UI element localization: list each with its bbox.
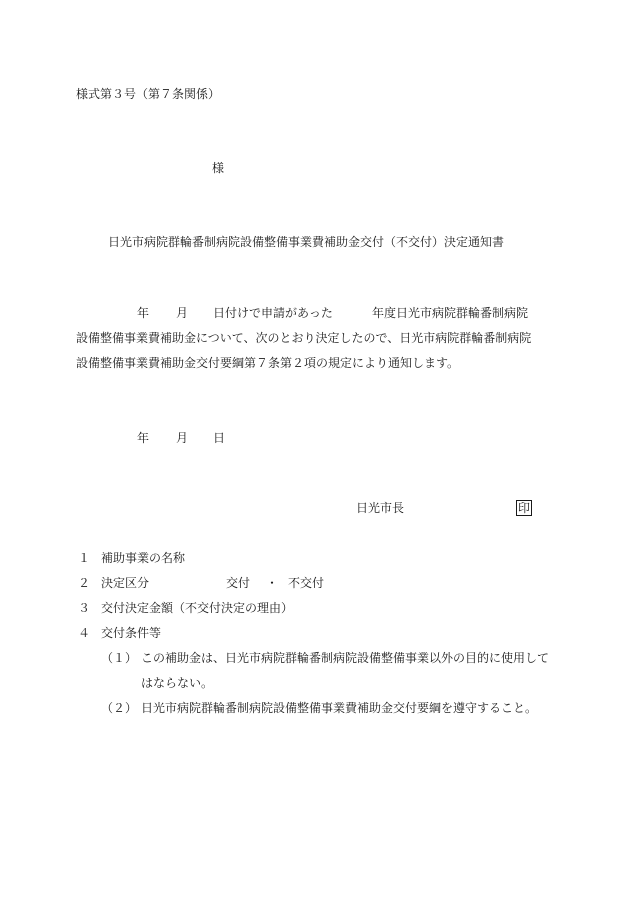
condition-1-line-2: はならない。 — [141, 676, 214, 690]
option-nongrant: 不交付 — [288, 576, 325, 590]
item-number: １ — [78, 551, 91, 565]
item-label-amount: 交付決定金額（不交付決定の理由） — [101, 601, 294, 615]
condition-2-text: 日光市病院群輪番制病院設備整備事業費補助金交付要綱を遵守すること。 — [141, 701, 538, 715]
seal-mark: 印 — [518, 501, 531, 515]
body-day-applied: 日付けで申請があった — [213, 306, 333, 320]
condition-1-line-1: この補助金は、日光市病院群輪番制病院設備整備事業以外の目的に使用して — [141, 651, 550, 665]
item-label-conditions: 交付条件等 — [101, 626, 162, 640]
date-day: 日 — [213, 431, 226, 445]
item-number: ３ — [78, 601, 91, 615]
condition-number: （１） — [101, 651, 138, 665]
date-month: 月 — [176, 431, 189, 445]
item-label-project-name: 補助事業の名称 — [101, 551, 186, 565]
body-line-2: 設備整備事業費補助金について、次のとおり決定したので、日光市病院群輪番制病院 — [76, 331, 532, 345]
body-month-label: 月 — [176, 306, 189, 320]
form-number: 様式第３号（第７条関係） — [76, 87, 221, 101]
addressee-honorific: 様 — [212, 161, 225, 175]
item-number: ２ — [78, 576, 91, 590]
date-year: 年 — [137, 431, 150, 445]
official-seal — [516, 500, 532, 516]
option-grant: 交付 — [226, 576, 251, 590]
issuer-name: 日光市長 — [356, 501, 405, 515]
body-line-3: 設備整備事業費補助金交付要綱第７条第２項の規定により通知します。 — [76, 356, 460, 370]
body-fiscal-year: 年度日光市病院群輪番制病院 — [372, 306, 529, 320]
option-separator: ・ — [266, 576, 279, 590]
condition-number: （２） — [101, 701, 138, 715]
document-title: 日光市病院群輪番制病院設備整備事業費補助金交付（不交付）決定通知書 — [108, 235, 505, 249]
item-number: ４ — [78, 626, 91, 640]
body-year-label: 年 — [137, 306, 150, 320]
item-label-decision-type: 決定区分 — [101, 576, 150, 590]
